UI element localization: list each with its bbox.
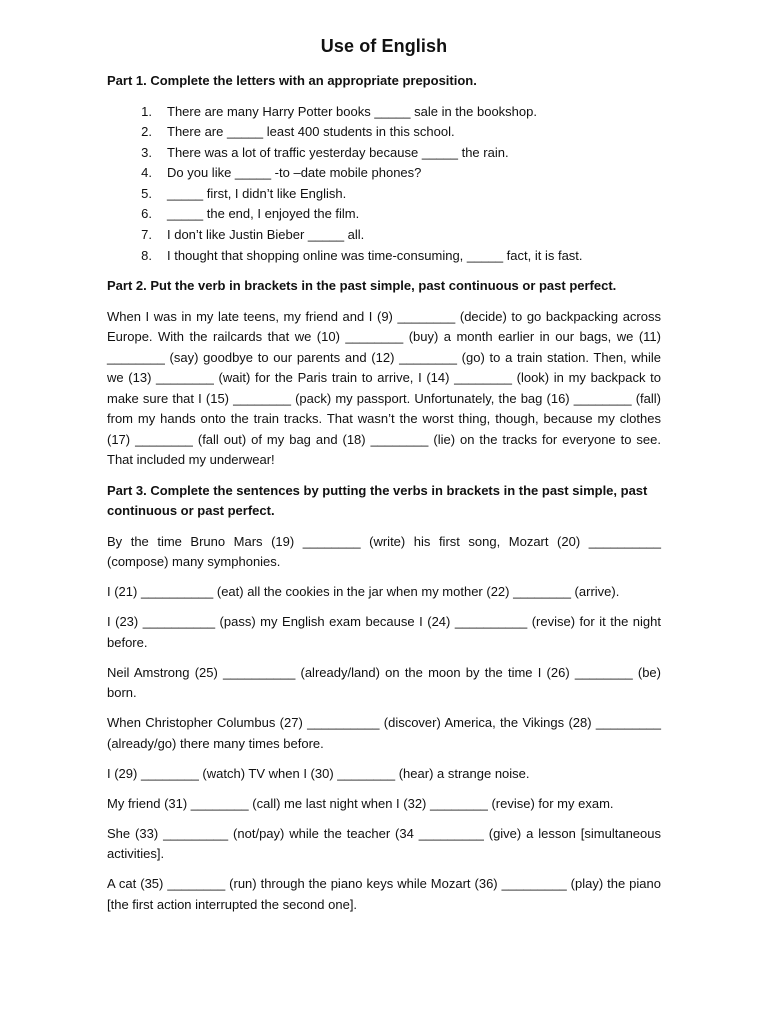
part1-list bbox=[107, 102, 661, 267]
part2-paragraph: When I was in my late teens, my friend and I (9) ________ (decide) to go backpacking across Europe. With the railcards that we (10) ________ (buy) a month earlier in our bags, we (11) ________ (say) goodbye to our parents and (12) ________ (go) to a train station. Then, while we (13) ________ (wait) for the Paris train to arrive, I (14) ________ (look) in my backpack to make sure that I (15) ________ (pack) my passport. Unfortunately, the bag (16) ________ (fall) from my hands onto the train tracks. That wasn’t the worst thing, though, because my clothes (17) ________ (fall out) of my bag and (18) ________ (lie) on the tracks for everyone to see. That included my underwear! bbox=[107, 308, 661, 468]
list-item bbox=[107, 163, 661, 184]
list-item bbox=[107, 184, 661, 205]
list-item bbox=[107, 225, 661, 246]
item-text: There are many Harry Potter books _____ sale in the bookshop. bbox=[167, 103, 537, 119]
part3-sentence: By the time Bruno Mars (19) ________ (write) his first song, Mozart (20) __________ (compose) many symphonies. bbox=[107, 533, 661, 570]
part3-sentence: Neil Amstrong (25) __________ (already/land) on the moon by the time I (26) ________ (be) born. bbox=[107, 664, 661, 701]
page-title: Use of English bbox=[320, 36, 448, 56]
list-item bbox=[107, 143, 661, 164]
item-text: There was a lot of traffic yesterday because _____ the rain. bbox=[167, 144, 509, 160]
item-text: I don’t like Justin Bieber _____ all. bbox=[167, 227, 365, 243]
list-item bbox=[107, 102, 661, 123]
part3-sentence: I (29) ________ (watch) TV when I (30) ________ (hear) a strange noise. bbox=[107, 765, 530, 781]
item-text: Do you like _____ -to –date mobile phones? bbox=[167, 165, 422, 181]
item-text: _____ first, I didn’t like English. bbox=[167, 185, 347, 201]
item-number: 1. bbox=[141, 103, 152, 119]
item-number: 7. bbox=[141, 227, 152, 243]
item-text: _____ the end, I enjoyed the film. bbox=[167, 206, 360, 222]
part1-heading: Part 1. Complete the letters with an appropriate preposition. bbox=[107, 73, 477, 88]
part3-sentence: When Christopher Columbus (27) __________ (discover) America, the Vikings (28) _________ (already/go) there many times before. bbox=[107, 715, 661, 751]
part3-sentence: She (33) _________ (not/pay) while the teacher (34 _________ (give) a lesson [simultaneous activities]. bbox=[107, 825, 661, 862]
part3-sentence: A cat (35) ________ (run) through the piano keys while Mozart (36) _________ (play) the piano [the first action interrupted the second one]. bbox=[107, 876, 661, 912]
list-item bbox=[107, 122, 661, 143]
list-item bbox=[107, 246, 661, 267]
item-number: 4. bbox=[141, 165, 152, 181]
item-text: There are _____ least 400 students in this school. bbox=[167, 124, 455, 140]
item-number: 8. bbox=[141, 247, 152, 263]
item-number: 2. bbox=[141, 124, 152, 140]
list-item bbox=[107, 204, 661, 225]
part2-heading: Part 2. Put the verb in brackets in the past simple, past continuous or past perfect. bbox=[107, 278, 617, 294]
item-number: 5. bbox=[141, 185, 152, 201]
item-number: 3. bbox=[141, 144, 152, 160]
part3-sentence: My friend (31) ________ (call) me last night when I (32) ________ (revise) for my exam. bbox=[107, 795, 614, 811]
item-number: 6. bbox=[141, 206, 152, 222]
part3-sentence: I (23) __________ (pass) my English exam because I (24) __________ (revise) for it the night before. bbox=[107, 614, 661, 650]
part3-sentence: I (21) __________ (eat) all the cookies in the jar when my mother (22) ________ (arrive). bbox=[107, 584, 620, 600]
part3-heading: Part 3. Complete the sentences by putting the verbs in brackets in the past simple, past continuous or past perfect. bbox=[107, 482, 648, 519]
item-text: I thought that shopping online was time-consuming, _____ fact, it is fast. bbox=[167, 247, 583, 263]
